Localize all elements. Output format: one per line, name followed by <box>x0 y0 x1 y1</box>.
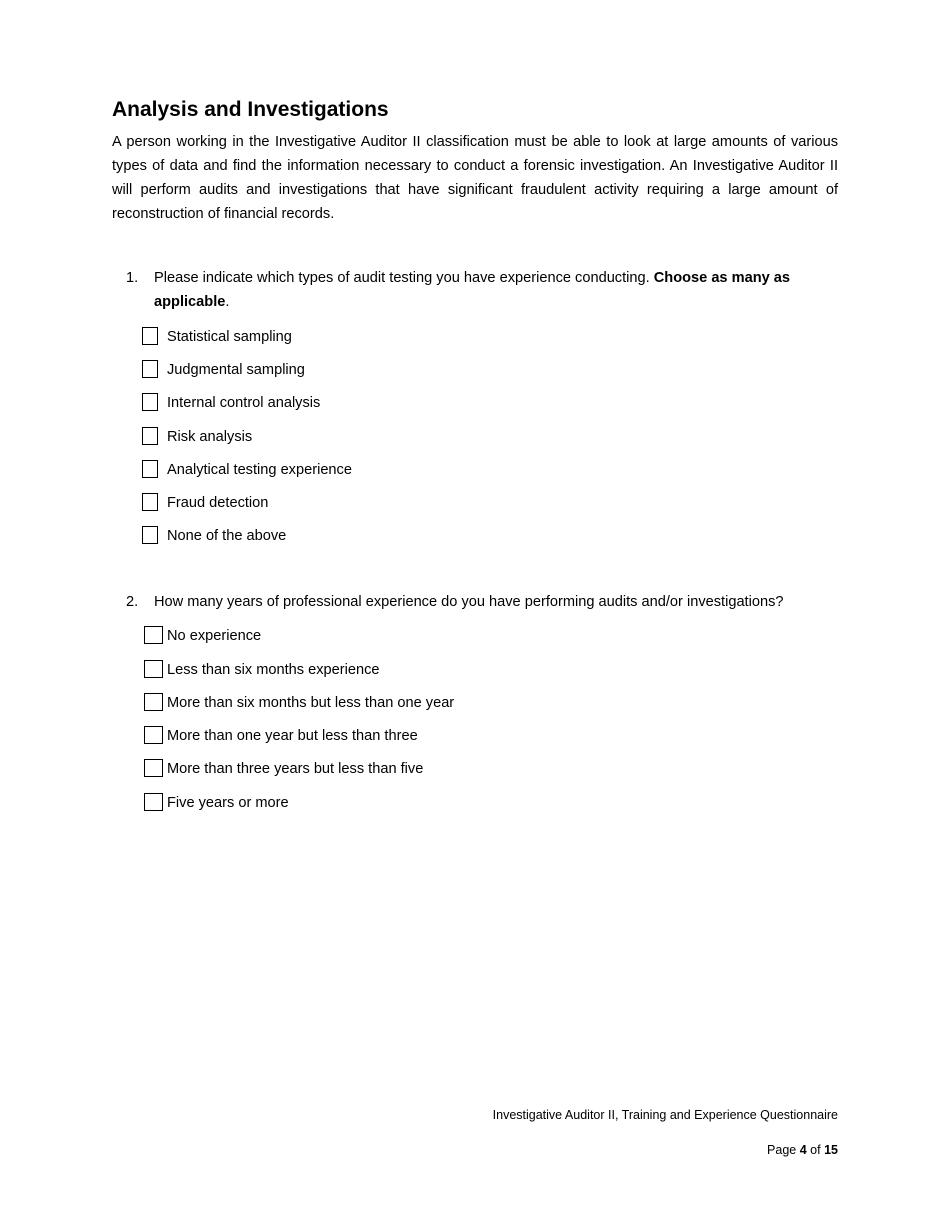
option-label: Five years or more <box>167 795 289 811</box>
section-intro: A person working in the Investigative Auditor II classification must be able to look at large amounts of various types of data and find the information necessary to conduct a forensic investigation. An Investigative Auditor II will perform audits and investigations that have significant fraudulent activity requiring a large amount of reconstruction of financial records. <box>112 134 838 222</box>
question-1-text <box>154 266 838 314</box>
page-prefix: Page <box>767 1143 797 1157</box>
checkbox[interactable] <box>144 626 163 644</box>
option-label: More than three years but less than five <box>167 761 424 777</box>
option-label: Risk analysis <box>167 429 253 445</box>
option-label: More than six months but less than one year <box>167 695 455 711</box>
checkbox[interactable] <box>142 327 158 345</box>
question-2-text: How many years of professional experience do you have performing audits and/or investigations? <box>154 594 784 610</box>
footer-page-number <box>767 1141 838 1159</box>
question-2 <box>126 590 838 614</box>
checkbox[interactable] <box>144 660 163 678</box>
checkbox[interactable] <box>142 460 158 478</box>
section-heading: Analysis and Investigations <box>112 98 389 121</box>
question-1-trailing: . <box>225 294 230 310</box>
question-1-emphasis: Choose as many as applicable <box>154 270 791 310</box>
option-label: More than one year but less than three <box>167 728 418 744</box>
page-of: of <box>810 1143 821 1157</box>
checkbox[interactable] <box>142 393 158 411</box>
question-1-prompt: Please indicate which types of audit testing you have experience conducting. <box>154 270 654 286</box>
option-label: Internal control analysis <box>167 395 321 411</box>
option-label: Less than six months experience <box>167 662 380 678</box>
page-current: 4 <box>799 1143 807 1157</box>
checkbox[interactable] <box>144 759 163 777</box>
question-2-number: 2. <box>126 594 139 610</box>
option-label: Analytical testing experience <box>167 462 352 478</box>
page-total: 15 <box>824 1143 838 1157</box>
option-label: Fraud detection <box>167 495 269 511</box>
footer-doc-title: Investigative Auditor II, Training and Experience Questionnaire <box>492 1108 838 1122</box>
document-page <box>112 96 838 226</box>
question-1 <box>126 266 838 314</box>
question-1-number: 1. <box>126 270 139 286</box>
checkbox[interactable] <box>142 526 158 544</box>
checkbox[interactable] <box>144 726 163 744</box>
checkbox[interactable] <box>144 793 163 811</box>
checkbox[interactable] <box>142 493 158 511</box>
checkbox[interactable] <box>142 360 158 378</box>
option-label: Judgmental sampling <box>167 362 305 378</box>
checkbox[interactable] <box>142 427 158 445</box>
option-label: No experience <box>167 628 262 644</box>
option-label: Statistical sampling <box>167 329 292 345</box>
option-label: None of the above <box>167 528 287 544</box>
checkbox[interactable] <box>144 693 163 711</box>
